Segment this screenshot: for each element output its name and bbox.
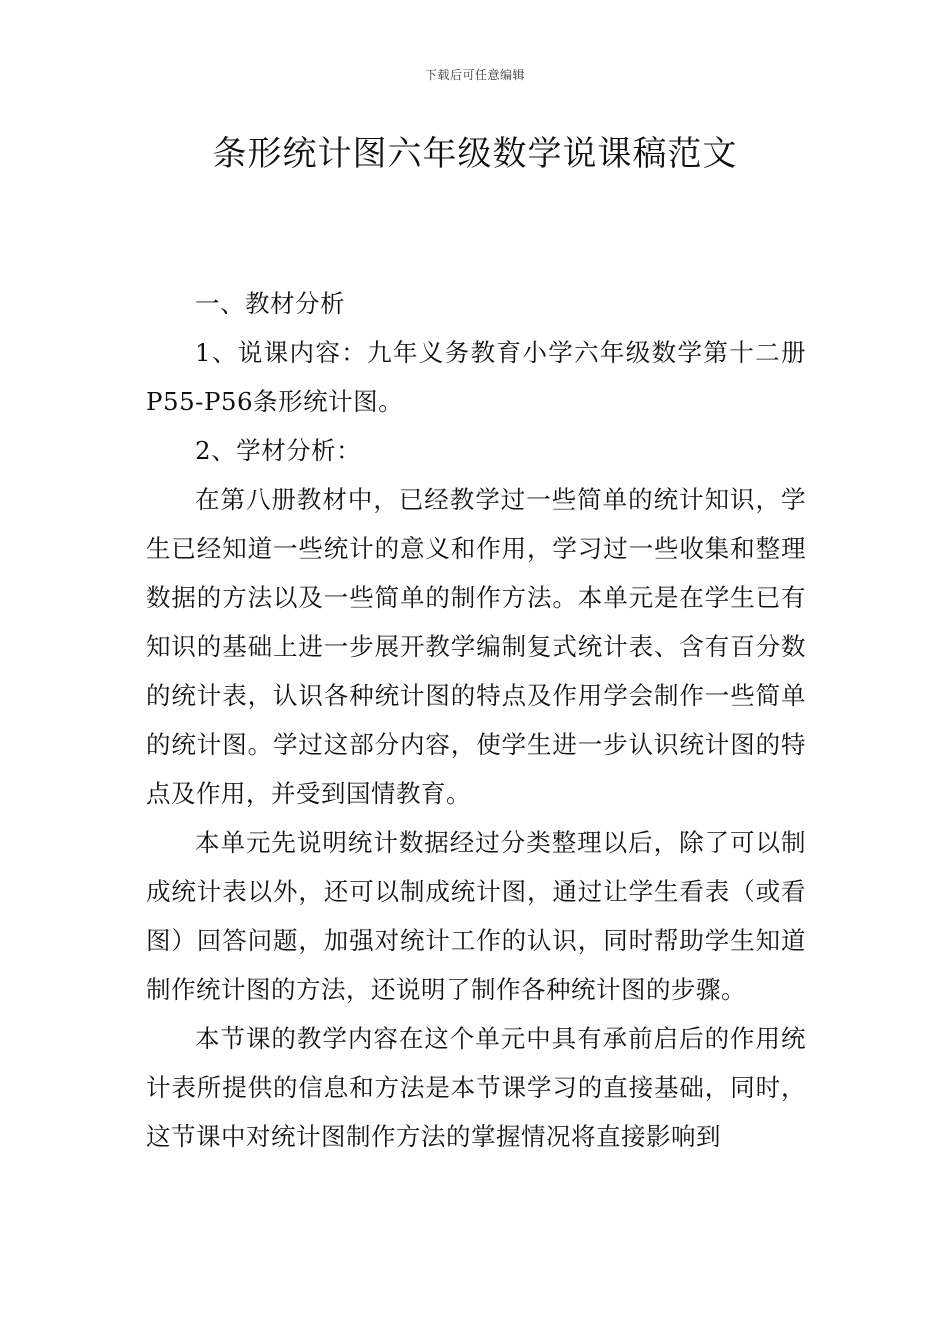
paragraph: 本单元先说明统计数据经过分类整理以后，除了可以制成统计表以外，还可以制成统计图，通过让学生看表（或看图）回答问题，加强对统计工作的认识，同时帮助学生知道制作统计图的方法，还说明了制作各种统计图的步骤。 xyxy=(146,828,806,1004)
document-title: 条形统计图六年级数学说课稿范文 xyxy=(212,134,738,174)
section-heading-textbook-analysis: 一、教材分析 xyxy=(195,289,345,318)
paragraph: 在第八册教材中，已经教学过一些简单的统计知识，学生已经知道一些统计的意义和作用，学习过一些收集和整理数据的方法以及一些简单的制作方法。本单元是在学生已有知识的基础上进一步展开教学编制复式统计表、含有百分数的统计表，认识各种统计图的特点及作用学会制作一些简单的统计图。学过这部分内容，使学生进一步认识统计图的特点及作用，并受到国情教育。 xyxy=(146,485,806,808)
document-body xyxy=(146,279,806,1161)
paragraph: 本节课的教学内容在这个单元中具有承前启后的作用统计表所提供的信息和方法是本节课学习的直接基础，同时，这节课中对统计图制作方法的掌握情况将直接影响到 xyxy=(146,1024,806,1151)
subheading-material-analysis: 2、学材分析： xyxy=(195,436,362,465)
header-note: 下载后可任意编辑 xyxy=(424,68,525,82)
paragraph-lesson-content: 1、说课内容：九年义务教育小学六年级数学第十二册P55-P56条形统计图。 xyxy=(146,338,806,416)
